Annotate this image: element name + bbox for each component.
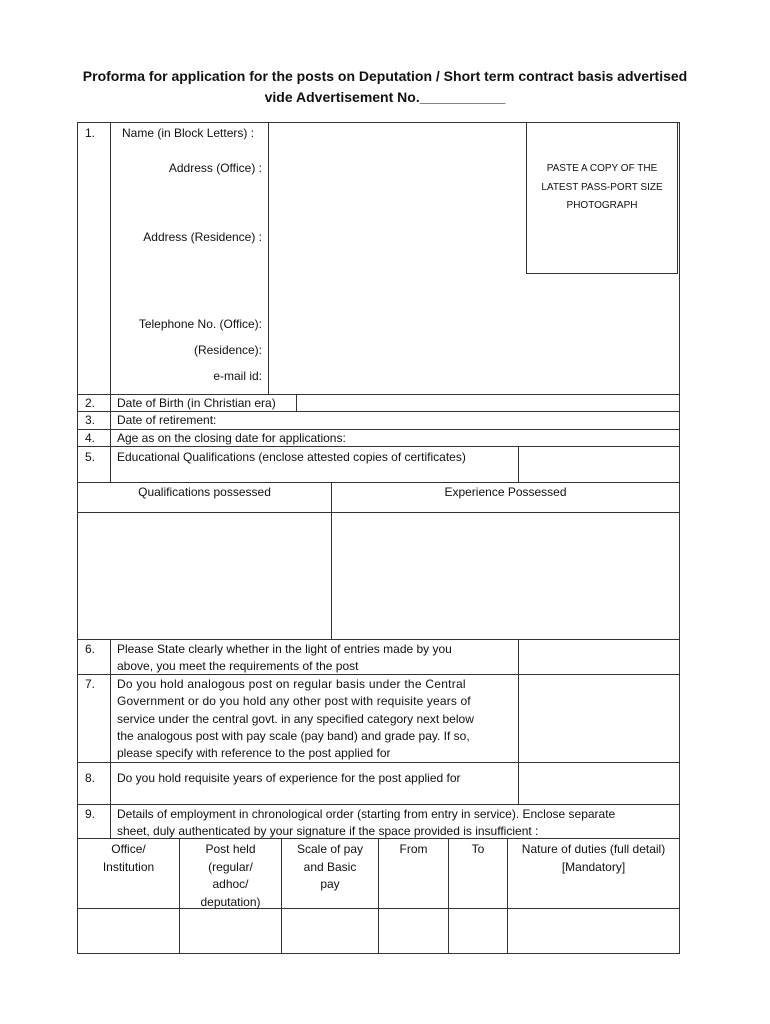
name-label: Name (in Block Letters) :	[122, 126, 255, 140]
date-of-birth-field[interactable]	[297, 395, 679, 411]
hline-row9	[77, 804, 680, 805]
emp-header-office-line2: Institution	[102, 859, 155, 874]
educational-qualifications-field[interactable]	[519, 447, 679, 482]
row7-line5: please specify with reference to the post applied for	[117, 746, 391, 760]
emp-header-post-line4: deputation)	[200, 894, 261, 909]
row6-line2: above, you meet the requirements of the post	[117, 659, 359, 673]
emp-header-post-line2: (regular/	[208, 859, 253, 874]
row8-answer-field[interactable]	[519, 763, 679, 804]
age-label: Age as on the closing date for applications:	[117, 431, 346, 445]
date-of-retirement-label: Date of retirement:	[117, 413, 217, 427]
telephone-residence-label: (Residence):	[193, 343, 262, 357]
row1-number: 1.	[85, 126, 96, 140]
row6-line1: Please State clearly whether in the light of entries made by you	[117, 642, 452, 656]
row7-line2: Government or do you hold any other post with requisite years of	[117, 694, 471, 708]
emp-header-from: From	[399, 842, 428, 856]
telephone-office-label: Telephone No. (Office):	[138, 317, 262, 331]
row2-number: 2.	[85, 396, 96, 410]
row6-number: 6.	[85, 642, 96, 656]
employment-entry-row[interactable]	[78, 909, 679, 953]
emp-header-scale-line2: and Basic	[303, 859, 357, 874]
row6-answer-field[interactable]	[519, 640, 679, 674]
emp-header-office-line1: Office/	[111, 842, 146, 856]
photo-line2: LATEST PASS-PORT SIZE	[541, 181, 663, 193]
form-title	[40, 66, 730, 108]
emp-header-office	[78, 841, 179, 876]
emp-header-scale	[282, 841, 378, 894]
form-title-line1: Proforma for application for the posts on Deputation / Short term contract basis advertised	[82, 68, 688, 84]
email-label: e-mail id:	[213, 369, 262, 383]
row4-number: 4.	[85, 431, 96, 445]
row5-number: 5.	[85, 450, 96, 464]
outer-right-border	[679, 122, 680, 954]
row7-answer-field[interactable]	[519, 675, 679, 762]
emp-header-post-line1: Post held	[205, 842, 256, 856]
hline-qual-header	[77, 482, 680, 483]
row8-number: 8.	[85, 771, 96, 785]
row9-line2: sheet, duly authenticated by your signature if the space provided is insufficient :	[117, 824, 539, 838]
emp-header-scale-line3: pay	[320, 877, 340, 891]
row7-line1: Do you hold analogous post on regular basis under the Central	[117, 677, 466, 691]
qualifications-header: Qualifications possessed	[138, 485, 271, 499]
row9-line1: Details of employment in chronological order (starting from entry in service). Enclose separate	[117, 807, 616, 821]
form-title-line2: vide Advertisement No.___________	[264, 89, 506, 105]
emp-header-post-line3: adhoc/	[212, 877, 249, 891]
row3-number: 3.	[85, 413, 96, 427]
hline-bottom	[77, 953, 680, 954]
row9-number: 9.	[85, 807, 96, 821]
vline-num-col-a	[110, 122, 111, 482]
row7-number: 7.	[85, 677, 96, 691]
row7-line4: the analogous post with pay scale (pay band) and grade pay. If so,	[117, 729, 470, 743]
date-of-birth-label: Date of Birth (in Christian era)	[117, 396, 276, 410]
emp-header-to: To	[471, 842, 485, 856]
address-office-label: Address (Office) :	[168, 161, 262, 175]
photo-line1: PASTE A COPY OF THE	[546, 163, 658, 174]
photo-box[interactable]	[526, 122, 678, 274]
experience-header: Experience Possessed	[444, 485, 567, 499]
experience-possessed-field[interactable]	[332, 513, 679, 639]
qualifications-possessed-field[interactable]	[78, 513, 331, 639]
emp-header-nature-line1: Nature of duties (full detail)	[521, 842, 666, 856]
emp-header-nature	[508, 841, 679, 876]
vline-num-col-b	[110, 639, 111, 838]
row7-line3: service under the central govt. in any specified category next below	[117, 712, 474, 726]
personal-details-field[interactable]	[269, 123, 526, 394]
educational-qualifications-label: Educational Qualifications (enclose attested copies of certificates)	[117, 450, 466, 464]
photo-line3: PHOTOGRAPH	[566, 200, 638, 211]
emp-header-nature-line2: [Mandatory]	[561, 859, 626, 874]
requisite-experience-label: Do you hold requisite years of experience for the post applied for	[117, 771, 461, 785]
photo-instruction	[527, 123, 677, 216]
emp-header-scale-line1: Scale of pay	[296, 842, 364, 856]
address-residence-label: Address (Residence) :	[143, 230, 262, 244]
emp-header-post	[180, 841, 281, 911]
